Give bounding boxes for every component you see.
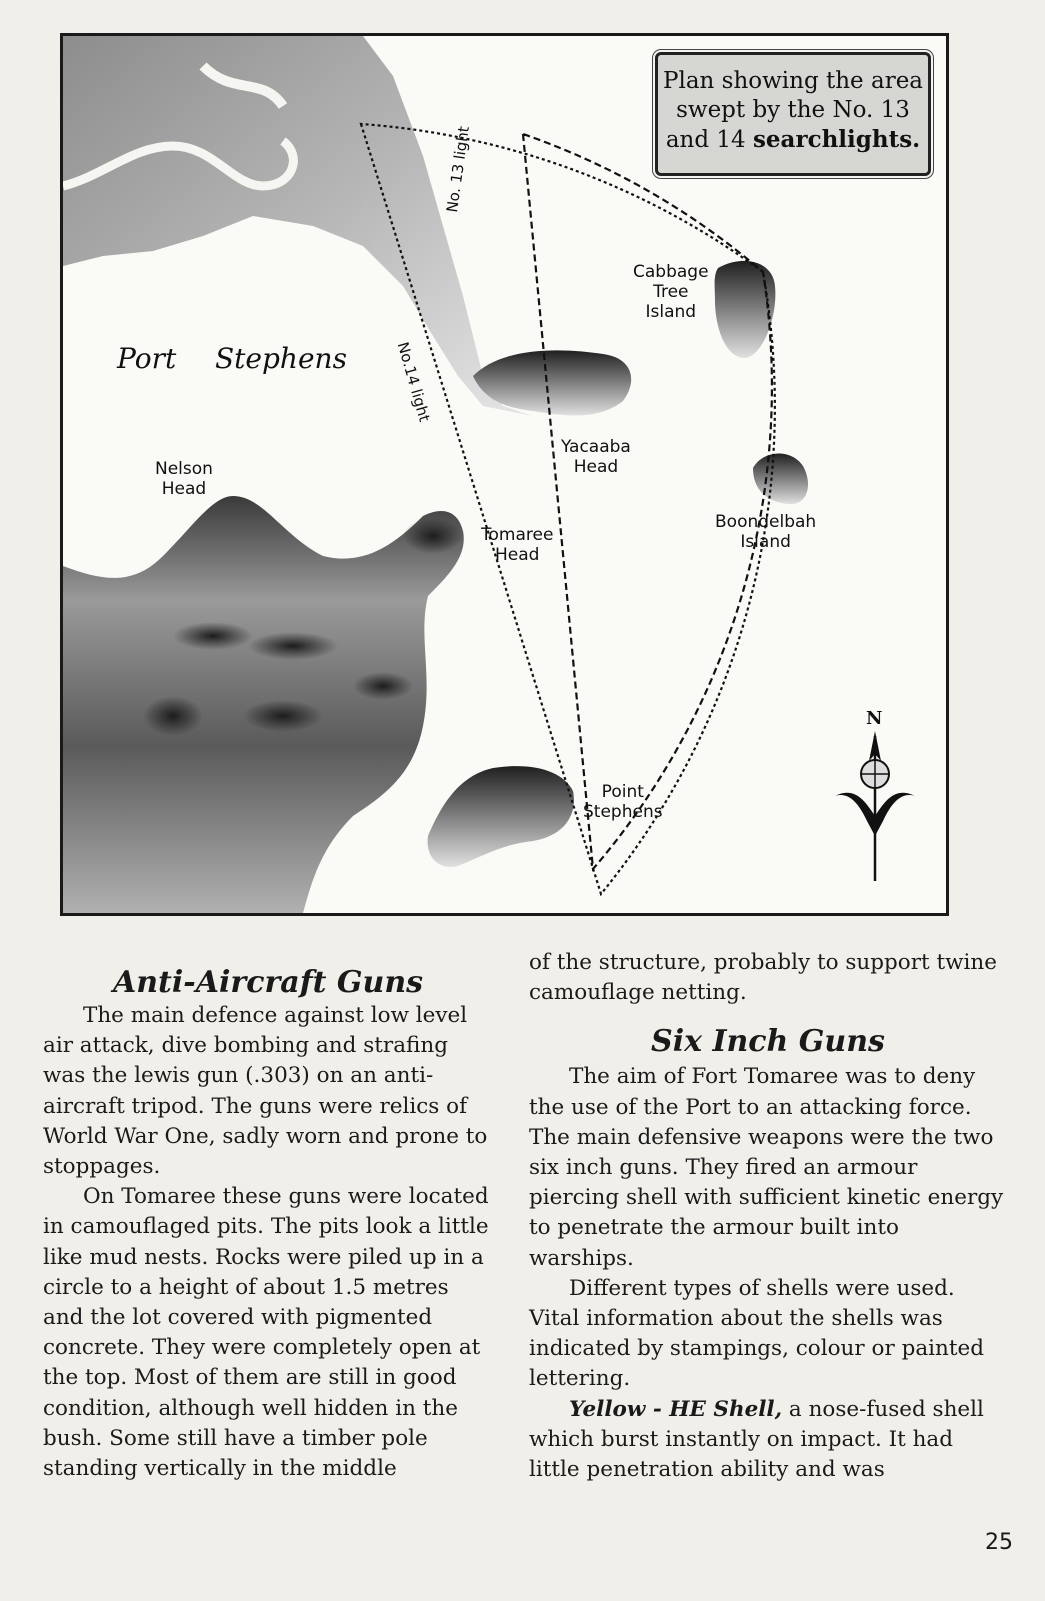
label-point-stephens: Point Stephens xyxy=(583,782,663,822)
place-name-port: Port xyxy=(117,342,177,375)
compass-north-label: N xyxy=(866,708,883,729)
map-callout xyxy=(655,52,931,176)
left-paragraph: On Tomaree these guns were located in camouflaged pits. The pits look a little like mud nests. Rocks were piled up in a circle to a height of about 1.5 metres and the lot covered with pigmented concrete. They were completely open at the top. Most of them are still in good condition, although well hidden in the bush. Some still have a timber pole standing vertically in the middle xyxy=(43,1184,489,1482)
callout-text: and 14 xyxy=(665,127,753,153)
page-number: 25 xyxy=(985,1530,1013,1555)
left-paragraph: The main defence against low level air attack, dive bombing and strafing was the lewis gun (.303) on an anti-aircraft tripod. The guns were relics of World War One, sadly worn and prone to stoppages. xyxy=(43,1003,488,1180)
label-cabbage-tree-island: Cabbage Tree Island xyxy=(633,262,709,322)
label-yacaaba-head: Yacaaba Head xyxy=(561,437,631,477)
label-nelson-head: Nelson Head xyxy=(155,459,213,499)
callout-line: Plan showing the area xyxy=(662,68,924,94)
heading-six-inch-guns: Six Inch Guns xyxy=(651,1024,885,1060)
compass-rose-icon xyxy=(835,731,915,881)
shell-type-lead: Yellow - HE Shell, xyxy=(569,1396,783,1422)
right-paragraph: The aim of Fort Tomaree was to deny the use of the Port to an attacking force. The main defensive weapons were the two six inch guns. They fired an armour piercing shell with sufficient kinetic energy to penetrate the armour built into warships. xyxy=(529,1064,1004,1271)
boondelbah-island-land xyxy=(753,453,808,504)
beam-label-no13: No. 13 light xyxy=(443,125,473,214)
beam-no13-sector xyxy=(523,134,772,869)
beam-label-no14: No.14 light xyxy=(393,340,434,424)
left-column xyxy=(43,965,493,1484)
place-name-stephens: Stephens xyxy=(215,342,347,375)
point-stephens-land xyxy=(428,766,574,867)
shell-type-text: a nose-fused shell which burst instantly on impact. It had little penetration ability and was xyxy=(529,1396,984,1483)
map-figure xyxy=(60,33,949,916)
right-paragraph xyxy=(529,1395,1007,1486)
callout-line: swept by the No. 13 xyxy=(676,97,910,123)
right-column xyxy=(529,948,1007,1485)
cabbage-tree-island-land xyxy=(715,261,776,358)
callout-line xyxy=(658,125,928,155)
heading-anti-aircraft-guns: Anti-Aircraft Guns xyxy=(112,965,424,1000)
south-land xyxy=(63,496,464,913)
right-paragraph-continuation: of the structure, probably to support twine camouflage netting. xyxy=(529,950,997,1006)
right-paragraph: Different types of shells were used. Vital information about the shells was indicated by stampings, colour or painted lettering. xyxy=(529,1275,985,1392)
callout-bold-text: searchlights. xyxy=(752,126,921,153)
label-tomaree-head: Tomaree Head xyxy=(481,525,554,565)
label-boondelbah-island: Boondelbah Island xyxy=(715,512,817,552)
